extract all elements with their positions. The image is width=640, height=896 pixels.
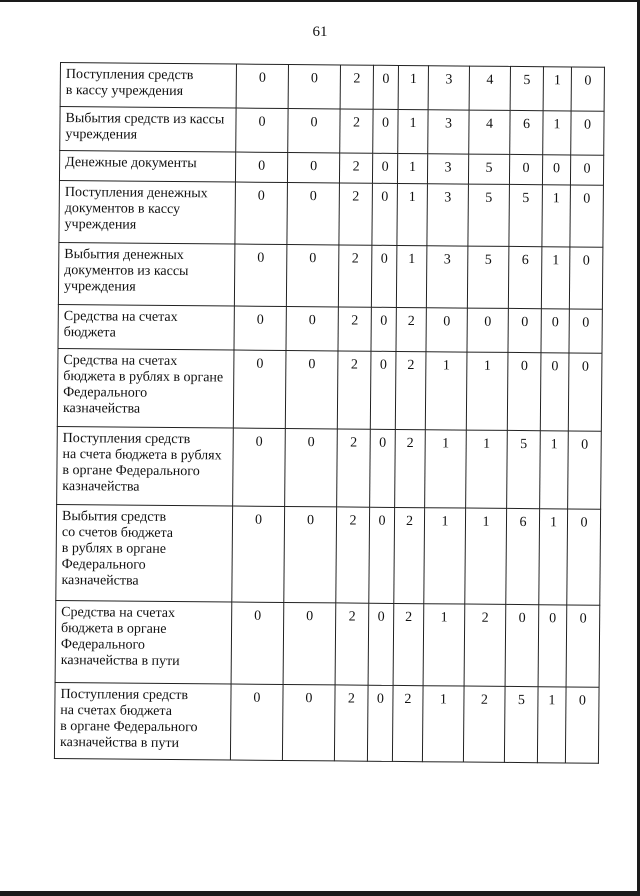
code-digit-cell: 1 (539, 509, 568, 605)
code-digit-cell: 0 (235, 152, 287, 182)
code-digit-cell: 2 (337, 429, 371, 507)
code-digit-cell: 0 (372, 153, 397, 183)
code-digit-cell: 6 (506, 508, 540, 604)
table-row (58, 304, 602, 353)
code-digit-cell: 0 (565, 687, 599, 763)
code-digit-cell: 2 (393, 603, 424, 685)
code-digit-cell: 1 (466, 430, 508, 508)
code-digit-cell: 2 (392, 685, 423, 761)
code-digit-cell: 2 (339, 153, 372, 183)
code-digit-cell: 0 (505, 604, 539, 686)
table-row (60, 63, 604, 112)
table-row (59, 151, 603, 186)
code-digit-cell: 0 (371, 307, 396, 351)
code-digit-cell: 1 (540, 431, 569, 509)
account-name-cell: Поступления средств на счета бюджета в рублях в органе Федерального казначейства (57, 426, 234, 506)
code-digit-cell: 1 (423, 604, 465, 686)
code-digit-cell: 0 (568, 353, 602, 431)
code-digit-cell: 0 (567, 509, 601, 605)
code-digit-cell: 0 (507, 352, 541, 430)
code-digit-cell: 6 (510, 110, 543, 154)
code-digit-cell: 0 (231, 602, 284, 684)
code-digit-cell: 0 (571, 111, 604, 155)
code-digit-cell: 5 (507, 430, 541, 508)
table-row (60, 107, 604, 156)
table-body (54, 63, 604, 764)
code-digit-cell: 5 (510, 66, 543, 110)
code-digit-cell: 0 (236, 64, 288, 108)
code-digit-cell: 0 (542, 155, 570, 185)
code-digit-cell: 2 (395, 351, 426, 429)
code-digit-cell: 2 (338, 307, 371, 351)
account-name-cell: Средства на счетах бюджета (58, 304, 234, 350)
table-row (54, 682, 599, 763)
code-digit-cell: 0 (566, 605, 600, 687)
code-digit-cell: 0 (234, 244, 287, 306)
table-row (57, 348, 602, 431)
account-name-cell: Средства на счетах бюджета в органе Федерального казначейства в пути (55, 600, 232, 684)
code-digit-cell: 0 (236, 108, 288, 152)
code-digit-cell: 5 (504, 686, 538, 762)
code-digit-cell: 0 (283, 602, 336, 684)
code-digit-cell: 3 (427, 184, 469, 246)
code-digit-cell: 1 (537, 687, 566, 763)
code-digit-cell: 0 (367, 685, 393, 761)
account-name-cell: Выбытия средств из кассы учреждения (60, 107, 236, 153)
code-digit-cell: 1 (542, 185, 571, 247)
code-digit-cell: 2 (335, 603, 369, 685)
code-digit-cell: 2 (394, 507, 425, 603)
code-digit-cell: 5 (467, 246, 509, 308)
code-digit-cell: 0 (509, 154, 542, 184)
code-digit-cell: 5 (509, 184, 543, 246)
code-digit-cell: 0 (288, 108, 340, 152)
account-name-cell: Средства на счетах бюджета в рублях в органе Федерального казначейства (57, 348, 234, 428)
code-digit-cell: 5 (468, 184, 510, 246)
code-digit-cell: 0 (569, 309, 602, 353)
code-digit-cell: 0 (570, 155, 603, 185)
code-digit-cell: 1 (398, 65, 428, 109)
code-digit-cell: 0 (370, 429, 396, 507)
code-digit-cell: 0 (286, 306, 338, 350)
code-digit-cell: 0 (233, 428, 286, 506)
account-name-cell: Выбытия средств со счетов бюджета в рублях в органе Федерального казначейства (56, 504, 233, 602)
code-digit-cell: 3 (428, 66, 469, 110)
code-digit-cell: 3 (427, 154, 468, 184)
code-digit-cell: 0 (571, 67, 604, 111)
code-digit-cell: 0 (288, 64, 340, 108)
code-digit-cell: 0 (233, 350, 286, 428)
account-name-cell: Поступления денежных документов в кассу учреждения (59, 180, 236, 244)
code-digit-cell: 2 (395, 429, 426, 507)
code-digit-cell: 0 (368, 603, 394, 685)
code-digit-cell: 0 (285, 428, 338, 506)
code-digit-cell: 2 (463, 686, 505, 762)
code-digit-cell: 0 (373, 109, 398, 153)
code-digit-cell: 2 (334, 685, 368, 761)
code-digit-cell: 2 (464, 604, 506, 686)
code-digit-cell: 0 (232, 506, 285, 602)
code-digit-cell: 0 (286, 244, 339, 306)
page-number: 61 (312, 24, 328, 40)
account-name-cell: Поступления средств на счетах бюджета в органе Федерального казначейства в пути (54, 682, 231, 760)
code-digit-cell: 0 (568, 431, 602, 509)
account-name-cell: Выбытия денежных документов из кассы учреждения (58, 242, 235, 306)
code-digit-cell: 0 (540, 353, 569, 431)
code-digit-cell: 0 (426, 308, 467, 352)
code-digit-cell: 0 (371, 245, 397, 307)
code-digit-cell: 2 (340, 65, 373, 109)
code-digit-cell: 0 (230, 684, 283, 760)
code-digit-cell: 1 (543, 111, 571, 155)
code-digit-cell: 2 (338, 245, 372, 307)
code-digit-cell: 1 (398, 109, 428, 153)
scan-edge-top (0, 0, 640, 2)
code-digit-cell: 3 (428, 110, 469, 154)
code-digit-cell: 0 (541, 309, 569, 353)
code-digit-cell: 0 (372, 183, 398, 245)
code-digit-cell: 1 (396, 245, 427, 307)
code-digit-cell: 1 (422, 686, 464, 762)
code-digit-cell: 1 (425, 352, 467, 430)
code-digit-cell: 4 (469, 110, 510, 154)
code-digit-cell: 0 (285, 350, 338, 428)
code-digit-cell: 1 (397, 183, 428, 245)
code-digit-cell: 0 (369, 507, 395, 603)
code-digit-cell: 0 (234, 306, 286, 350)
code-digit-cell: 0 (467, 308, 508, 352)
code-digit-cell: 4 (469, 66, 510, 110)
code-digit-cell: 6 (508, 246, 542, 308)
code-digit-cell: 0 (373, 65, 398, 109)
code-digit-cell: 2 (336, 507, 370, 603)
code-digit-cell: 2 (339, 183, 373, 245)
account-name-cell: Денежные документы (59, 151, 235, 183)
code-digit-cell: 0 (370, 351, 396, 429)
code-digit-cell: 3 (426, 246, 468, 308)
code-digit-cell: 1 (541, 247, 570, 309)
code-digit-cell: 1 (465, 508, 507, 604)
code-digit-cell: 1 (466, 352, 508, 430)
code-digit-cell: 0 (287, 182, 340, 244)
code-digit-cell: 0 (508, 308, 541, 352)
table-row (59, 180, 604, 247)
code-digit-cell: 0 (538, 605, 567, 687)
table-row (55, 600, 600, 687)
account-name-cell: Поступления средств в кассу учреждения (60, 63, 236, 109)
table-row (56, 504, 601, 605)
account-codes-table (54, 62, 605, 764)
code-digit-cell: 1 (543, 67, 571, 111)
code-digit-cell: 0 (235, 182, 288, 244)
code-digit-cell: 2 (340, 109, 373, 153)
code-digit-cell: 1 (425, 430, 467, 508)
code-digit-cell: 1 (397, 153, 427, 183)
account-codes-table-container (54, 62, 604, 764)
table-row (58, 242, 603, 309)
code-digit-cell: 0 (284, 506, 337, 602)
code-digit-cell: 1 (424, 508, 466, 604)
code-digit-cell: 2 (337, 351, 371, 429)
code-digit-cell: 0 (569, 247, 603, 309)
table-row (57, 426, 602, 509)
scan-edge-bottom (0, 891, 640, 896)
code-digit-cell: 0 (570, 185, 604, 247)
code-digit-cell: 0 (282, 684, 335, 760)
code-digit-cell: 5 (468, 154, 509, 184)
code-digit-cell: 0 (287, 152, 339, 182)
code-digit-cell: 2 (396, 307, 426, 351)
